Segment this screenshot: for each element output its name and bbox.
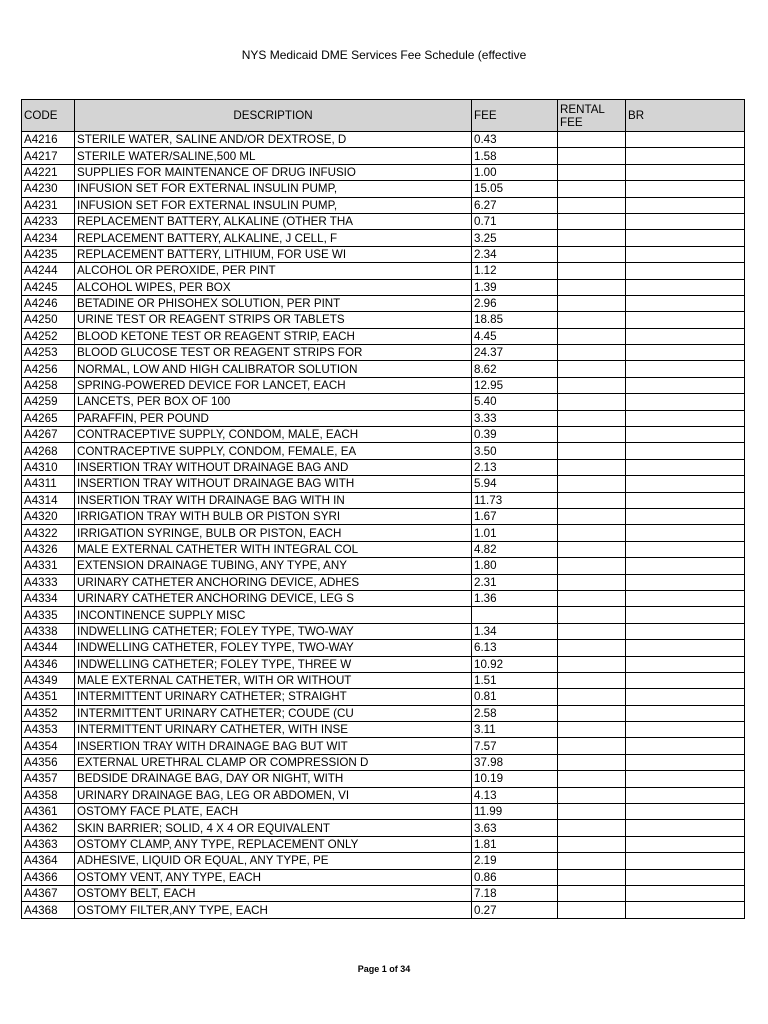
cell-fee: 1.51 <box>472 672 558 688</box>
cell-description: OSTOMY VENT, ANY TYPE, EACH <box>75 869 472 885</box>
cell-description: STERILE WATER, SALINE AND/OR DEXTROSE, D <box>75 132 472 148</box>
cell-code: A4231 <box>22 197 75 213</box>
cell-br <box>626 541 745 557</box>
cell-description: MALE EXTERNAL CATHETER WITH INTEGRAL COL <box>75 541 472 557</box>
table-row <box>22 213 745 229</box>
table-row <box>22 804 745 820</box>
table-row <box>22 836 745 852</box>
cell-rental-fee <box>558 754 626 770</box>
cell-rental-fee <box>558 476 626 492</box>
cell-fee: 4.45 <box>472 328 558 344</box>
cell-code: A4326 <box>22 541 75 557</box>
cell-br <box>626 328 745 344</box>
cell-code: A4259 <box>22 394 75 410</box>
cell-description: INSERTION TRAY WITHOUT DRAINAGE BAG WITH <box>75 476 472 492</box>
cell-description: SUPPLIES FOR MAINTENANCE OF DRUG INFUSIO <box>75 164 472 180</box>
cell-description: ALCOHOL WIPES, PER BOX <box>75 279 472 295</box>
table-row <box>22 640 745 656</box>
cell-code: A4333 <box>22 574 75 590</box>
cell-rental-fee <box>558 345 626 361</box>
cell-br <box>626 754 745 770</box>
cell-description: INSERTION TRAY WITHOUT DRAINAGE BAG AND <box>75 459 472 475</box>
cell-code: A4217 <box>22 148 75 164</box>
cell-code: A4246 <box>22 295 75 311</box>
cell-br <box>626 574 745 590</box>
cell-rental-fee <box>558 246 626 262</box>
table-row <box>22 476 745 492</box>
cell-code: A4353 <box>22 722 75 738</box>
cell-rental-fee <box>558 738 626 754</box>
table-row <box>22 246 745 262</box>
cell-fee: 1.39 <box>472 279 558 295</box>
cell-br <box>626 263 745 279</box>
cell-rental-fee <box>558 132 626 148</box>
header-fee: FEE <box>472 100 558 132</box>
cell-rental-fee <box>558 213 626 229</box>
cell-br <box>626 377 745 393</box>
table-row <box>22 623 745 639</box>
cell-fee: 1.34 <box>472 623 558 639</box>
cell-code: A4311 <box>22 476 75 492</box>
cell-br <box>626 443 745 459</box>
table-row <box>22 738 745 754</box>
cell-code: A4363 <box>22 836 75 852</box>
cell-rental-fee <box>558 722 626 738</box>
cell-fee: 1.81 <box>472 836 558 852</box>
table-row <box>22 590 745 606</box>
cell-br <box>626 623 745 639</box>
cell-rental-fee <box>558 574 626 590</box>
table-row <box>22 459 745 475</box>
table-row <box>22 443 745 459</box>
cell-code: A4352 <box>22 705 75 721</box>
cell-rental-fee <box>558 508 626 524</box>
cell-rental-fee <box>558 541 626 557</box>
table-row <box>22 181 745 197</box>
table-row <box>22 197 745 213</box>
cell-rental-fee <box>558 672 626 688</box>
cell-br <box>626 902 745 918</box>
cell-fee: 1.67 <box>472 508 558 524</box>
cell-fee: 11.73 <box>472 492 558 508</box>
cell-description: MALE EXTERNAL CATHETER, WITH OR WITHOUT <box>75 672 472 688</box>
cell-code: A4358 <box>22 787 75 803</box>
cell-fee: 5.94 <box>472 476 558 492</box>
cell-fee: 4.13 <box>472 787 558 803</box>
cell-rental-fee <box>558 853 626 869</box>
cell-description: EXTERNAL URETHRAL CLAMP OR COMPRESSION D <box>75 754 472 770</box>
table-row <box>22 574 745 590</box>
cell-rental-fee <box>558 295 626 311</box>
cell-description: INTERMITTENT URINARY CATHETER, WITH INSE <box>75 722 472 738</box>
cell-code: A4253 <box>22 345 75 361</box>
header-description: DESCRIPTION <box>75 100 472 132</box>
cell-br <box>626 656 745 672</box>
cell-rental-fee <box>558 869 626 885</box>
cell-rental-fee <box>558 377 626 393</box>
cell-description: INCONTINENCE SUPPLY MISC <box>75 607 472 623</box>
cell-description: EXTENSION DRAINAGE TUBING, ANY TYPE, ANY <box>75 558 472 574</box>
cell-code: A4320 <box>22 508 75 524</box>
cell-description: IRRIGATION TRAY WITH BULB OR PISTON SYRI <box>75 508 472 524</box>
cell-description: INDWELLING CATHETER; FOLEY TYPE, THREE W <box>75 656 472 672</box>
table-row <box>22 771 745 787</box>
cell-fee: 7.57 <box>472 738 558 754</box>
cell-rental-fee <box>558 427 626 443</box>
table-row <box>22 902 745 918</box>
cell-description: INDWELLING CATHETER, FOLEY TYPE, TWO-WAY <box>75 640 472 656</box>
cell-code: A4244 <box>22 263 75 279</box>
table-row <box>22 263 745 279</box>
cell-br <box>626 394 745 410</box>
table-row <box>22 689 745 705</box>
cell-fee <box>472 607 558 623</box>
cell-rental-fee <box>558 640 626 656</box>
cell-br <box>626 492 745 508</box>
cell-fee: 24.37 <box>472 345 558 361</box>
cell-description: OSTOMY CLAMP, ANY TYPE, REPLACEMENT ONLY <box>75 836 472 852</box>
cell-fee: 1.36 <box>472 590 558 606</box>
table-row <box>22 853 745 869</box>
cell-br <box>626 148 745 164</box>
cell-fee: 0.81 <box>472 689 558 705</box>
table-row <box>22 722 745 738</box>
cell-fee: 1.80 <box>472 558 558 574</box>
cell-code: A4268 <box>22 443 75 459</box>
table-row <box>22 558 745 574</box>
cell-description: INDWELLING CATHETER; FOLEY TYPE, TWO-WAY <box>75 623 472 639</box>
cell-fee: 6.27 <box>472 197 558 213</box>
cell-fee: 7.18 <box>472 885 558 901</box>
table-row <box>22 541 745 557</box>
cell-br <box>626 722 745 738</box>
cell-description: REPLACEMENT BATTERY, ALKALINE (OTHER THA <box>75 213 472 229</box>
cell-description: NORMAL, LOW AND HIGH CALIBRATOR SOLUTION <box>75 361 472 377</box>
cell-fee: 0.86 <box>472 869 558 885</box>
cell-code: A4234 <box>22 230 75 246</box>
cell-fee: 3.63 <box>472 820 558 836</box>
cell-code: A4338 <box>22 623 75 639</box>
cell-description: CONTRACEPTIVE SUPPLY, CONDOM, FEMALE, EA <box>75 443 472 459</box>
cell-br <box>626 345 745 361</box>
cell-fee: 18.85 <box>472 312 558 328</box>
cell-description: SPRING-POWERED DEVICE FOR LANCET, EACH <box>75 377 472 393</box>
cell-description: REPLACEMENT BATTERY, ALKALINE, J CELL, F <box>75 230 472 246</box>
cell-description: OSTOMY BELT, EACH <box>75 885 472 901</box>
cell-rental-fee <box>558 525 626 541</box>
table-row <box>22 869 745 885</box>
cell-rental-fee <box>558 836 626 852</box>
cell-fee: 11.99 <box>472 804 558 820</box>
cell-code: A4356 <box>22 754 75 770</box>
cell-fee: 2.31 <box>472 574 558 590</box>
cell-rental-fee <box>558 787 626 803</box>
cell-br <box>626 508 745 524</box>
cell-br <box>626 885 745 901</box>
cell-br <box>626 213 745 229</box>
cell-description: OSTOMY FACE PLATE, EACH <box>75 804 472 820</box>
cell-fee: 3.11 <box>472 722 558 738</box>
cell-code: A4335 <box>22 607 75 623</box>
cell-code: A4310 <box>22 459 75 475</box>
cell-code: A4368 <box>22 902 75 918</box>
cell-fee: 1.12 <box>472 263 558 279</box>
table-row <box>22 820 745 836</box>
cell-fee: 2.34 <box>472 246 558 262</box>
table-row <box>22 705 745 721</box>
cell-br <box>626 672 745 688</box>
cell-fee: 6.13 <box>472 640 558 656</box>
cell-rental-fee <box>558 607 626 623</box>
cell-description: BLOOD GLUCOSE TEST OR REAGENT STRIPS FOR <box>75 345 472 361</box>
table-row <box>22 230 745 246</box>
cell-description: URINE TEST OR REAGENT STRIPS OR TABLETS <box>75 312 472 328</box>
cell-code: A4362 <box>22 820 75 836</box>
table-row <box>22 885 745 901</box>
cell-code: A4346 <box>22 656 75 672</box>
cell-code: A4216 <box>22 132 75 148</box>
cell-fee: 1.01 <box>472 525 558 541</box>
cell-code: A4357 <box>22 771 75 787</box>
cell-code: A4245 <box>22 279 75 295</box>
cell-rental-fee <box>558 279 626 295</box>
cell-br <box>626 787 745 803</box>
cell-br <box>626 738 745 754</box>
header-br: BR <box>626 100 745 132</box>
cell-rental-fee <box>558 197 626 213</box>
table-row <box>22 607 745 623</box>
cell-br <box>626 181 745 197</box>
cell-code: A4265 <box>22 410 75 426</box>
table-row <box>22 787 745 803</box>
table-row <box>22 279 745 295</box>
cell-description: OSTOMY FILTER,ANY TYPE, EACH <box>75 902 472 918</box>
cell-description: LANCETS, PER BOX OF 100 <box>75 394 472 410</box>
cell-description: REPLACEMENT BATTERY, LITHIUM, FOR USE WI <box>75 246 472 262</box>
cell-br <box>626 869 745 885</box>
cell-description: PARAFFIN, PER POUND <box>75 410 472 426</box>
cell-rental-fee <box>558 492 626 508</box>
table-row <box>22 312 745 328</box>
cell-rental-fee <box>558 312 626 328</box>
header-code: CODE <box>22 100 75 132</box>
cell-code: A4256 <box>22 361 75 377</box>
cell-code: A4361 <box>22 804 75 820</box>
cell-fee: 1.58 <box>472 148 558 164</box>
cell-br <box>626 689 745 705</box>
cell-br <box>626 410 745 426</box>
cell-fee: 0.71 <box>472 213 558 229</box>
cell-rental-fee <box>558 164 626 180</box>
cell-code: A4235 <box>22 246 75 262</box>
cell-code: A4354 <box>22 738 75 754</box>
fee-schedule-table <box>21 99 745 919</box>
cell-description: ALCOHOL OR PEROXIDE, PER PINT <box>75 263 472 279</box>
cell-description: INFUSION SET FOR EXTERNAL INSULIN PUMP, <box>75 181 472 197</box>
cell-description: URINARY CATHETER ANCHORING DEVICE, LEG S <box>75 590 472 606</box>
table-row <box>22 492 745 508</box>
cell-description: INTERMITTENT URINARY CATHETER; COUDE (CU <box>75 705 472 721</box>
cell-rental-fee <box>558 623 626 639</box>
cell-code: A4252 <box>22 328 75 344</box>
cell-br <box>626 295 745 311</box>
cell-description: INSERTION TRAY WITH DRAINAGE BAG BUT WIT <box>75 738 472 754</box>
cell-rental-fee <box>558 443 626 459</box>
cell-fee: 4.82 <box>472 541 558 557</box>
cell-br <box>626 246 745 262</box>
cell-rental-fee <box>558 590 626 606</box>
cell-br <box>626 197 745 213</box>
cell-rental-fee <box>558 459 626 475</box>
cell-rental-fee <box>558 361 626 377</box>
cell-rental-fee <box>558 148 626 164</box>
table-row <box>22 656 745 672</box>
cell-code: A4364 <box>22 853 75 869</box>
table-row <box>22 410 745 426</box>
cell-fee: 12.95 <box>472 377 558 393</box>
table-row <box>22 295 745 311</box>
cell-rental-fee <box>558 689 626 705</box>
cell-br <box>626 312 745 328</box>
cell-rental-fee <box>558 394 626 410</box>
document-title: NYS Medicaid DME Services Fee Schedule (effective <box>241 48 527 62</box>
table-row <box>22 164 745 180</box>
cell-br <box>626 476 745 492</box>
cell-br <box>626 640 745 656</box>
cell-br <box>626 771 745 787</box>
cell-code: A4366 <box>22 869 75 885</box>
cell-br <box>626 590 745 606</box>
cell-rental-fee <box>558 263 626 279</box>
cell-fee: 2.58 <box>472 705 558 721</box>
cell-description: SKIN BARRIER; SOLID, 4 X 4 OR EQUIVALENT <box>75 820 472 836</box>
cell-description: INSERTION TRAY WITH DRAINAGE BAG WITH IN <box>75 492 472 508</box>
cell-rental-fee <box>558 885 626 901</box>
cell-description: URINARY DRAINAGE BAG, LEG OR ABDOMEN, VI <box>75 787 472 803</box>
cell-br <box>626 164 745 180</box>
table-row <box>22 132 745 148</box>
cell-code: A4221 <box>22 164 75 180</box>
cell-rental-fee <box>558 771 626 787</box>
cell-code: A4258 <box>22 377 75 393</box>
table-row <box>22 361 745 377</box>
table-header-row <box>22 100 745 132</box>
cell-rental-fee <box>558 328 626 344</box>
cell-fee: 5.40 <box>472 394 558 410</box>
table-row <box>22 427 745 443</box>
header-rental-fee: RENTAL FEE <box>558 100 626 132</box>
cell-rental-fee <box>558 181 626 197</box>
cell-description: BEDSIDE DRAINAGE BAG, DAY OR NIGHT, WITH <box>75 771 472 787</box>
cell-description: IRRIGATION SYRINGE, BULB OR PISTON, EACH <box>75 525 472 541</box>
cell-fee: 3.25 <box>472 230 558 246</box>
cell-code: A4322 <box>22 525 75 541</box>
cell-description: URINARY CATHETER ANCHORING DEVICE, ADHES <box>75 574 472 590</box>
cell-fee: 2.13 <box>472 459 558 475</box>
cell-br <box>626 132 745 148</box>
cell-code: A4267 <box>22 427 75 443</box>
cell-code: A4230 <box>22 181 75 197</box>
cell-br <box>626 361 745 377</box>
cell-br <box>626 705 745 721</box>
cell-rental-fee <box>558 804 626 820</box>
cell-br <box>626 427 745 443</box>
cell-description: INFUSION SET FOR EXTERNAL INSULIN PUMP, <box>75 197 472 213</box>
cell-code: A4233 <box>22 213 75 229</box>
cell-rental-fee <box>558 820 626 836</box>
cell-fee: 10.92 <box>472 656 558 672</box>
cell-rental-fee <box>558 410 626 426</box>
cell-description: CONTRACEPTIVE SUPPLY, CONDOM, MALE, EACH <box>75 427 472 443</box>
cell-fee: 37.98 <box>472 754 558 770</box>
table-row <box>22 508 745 524</box>
cell-br <box>626 804 745 820</box>
table-row <box>22 148 745 164</box>
cell-rental-fee <box>558 558 626 574</box>
cell-code: A4250 <box>22 312 75 328</box>
cell-br <box>626 836 745 852</box>
cell-br <box>626 558 745 574</box>
cell-code: A4344 <box>22 640 75 656</box>
cell-br <box>626 525 745 541</box>
table-row <box>22 394 745 410</box>
cell-fee: 1.00 <box>472 164 558 180</box>
table-row <box>22 328 745 344</box>
cell-description: BLOOD KETONE TEST OR REAGENT STRIP, EACH <box>75 328 472 344</box>
cell-code: A4349 <box>22 672 75 688</box>
cell-br <box>626 853 745 869</box>
cell-fee: 0.27 <box>472 902 558 918</box>
cell-fee: 0.39 <box>472 427 558 443</box>
cell-description: STERILE WATER/SALINE,500 ML <box>75 148 472 164</box>
cell-code: A4367 <box>22 885 75 901</box>
table-row <box>22 377 745 393</box>
cell-fee: 2.19 <box>472 853 558 869</box>
cell-description: INTERMITTENT URINARY CATHETER; STRAIGHT <box>75 689 472 705</box>
cell-rental-fee <box>558 902 626 918</box>
cell-br <box>626 279 745 295</box>
table-row <box>22 672 745 688</box>
cell-fee: 8.62 <box>472 361 558 377</box>
table-row <box>22 754 745 770</box>
cell-rental-fee <box>558 656 626 672</box>
cell-br <box>626 820 745 836</box>
cell-description: ADHESIVE, LIQUID OR EQUAL, ANY TYPE, PE <box>75 853 472 869</box>
cell-br <box>626 607 745 623</box>
page-number: Page 1 of 34 <box>357 964 411 974</box>
table-row <box>22 525 745 541</box>
cell-description: BETADINE OR PHISOHEX SOLUTION, PER PINT <box>75 295 472 311</box>
cell-fee: 3.50 <box>472 443 558 459</box>
cell-rental-fee <box>558 230 626 246</box>
cell-fee: 0.43 <box>472 132 558 148</box>
cell-code: A4331 <box>22 558 75 574</box>
cell-br <box>626 459 745 475</box>
cell-br <box>626 230 745 246</box>
cell-code: A4314 <box>22 492 75 508</box>
cell-fee: 3.33 <box>472 410 558 426</box>
cell-fee: 10.19 <box>472 771 558 787</box>
cell-fee: 2.96 <box>472 295 558 311</box>
cell-fee: 15.05 <box>472 181 558 197</box>
cell-code: A4334 <box>22 590 75 606</box>
cell-code: A4351 <box>22 689 75 705</box>
table-row <box>22 345 745 361</box>
cell-rental-fee <box>558 705 626 721</box>
